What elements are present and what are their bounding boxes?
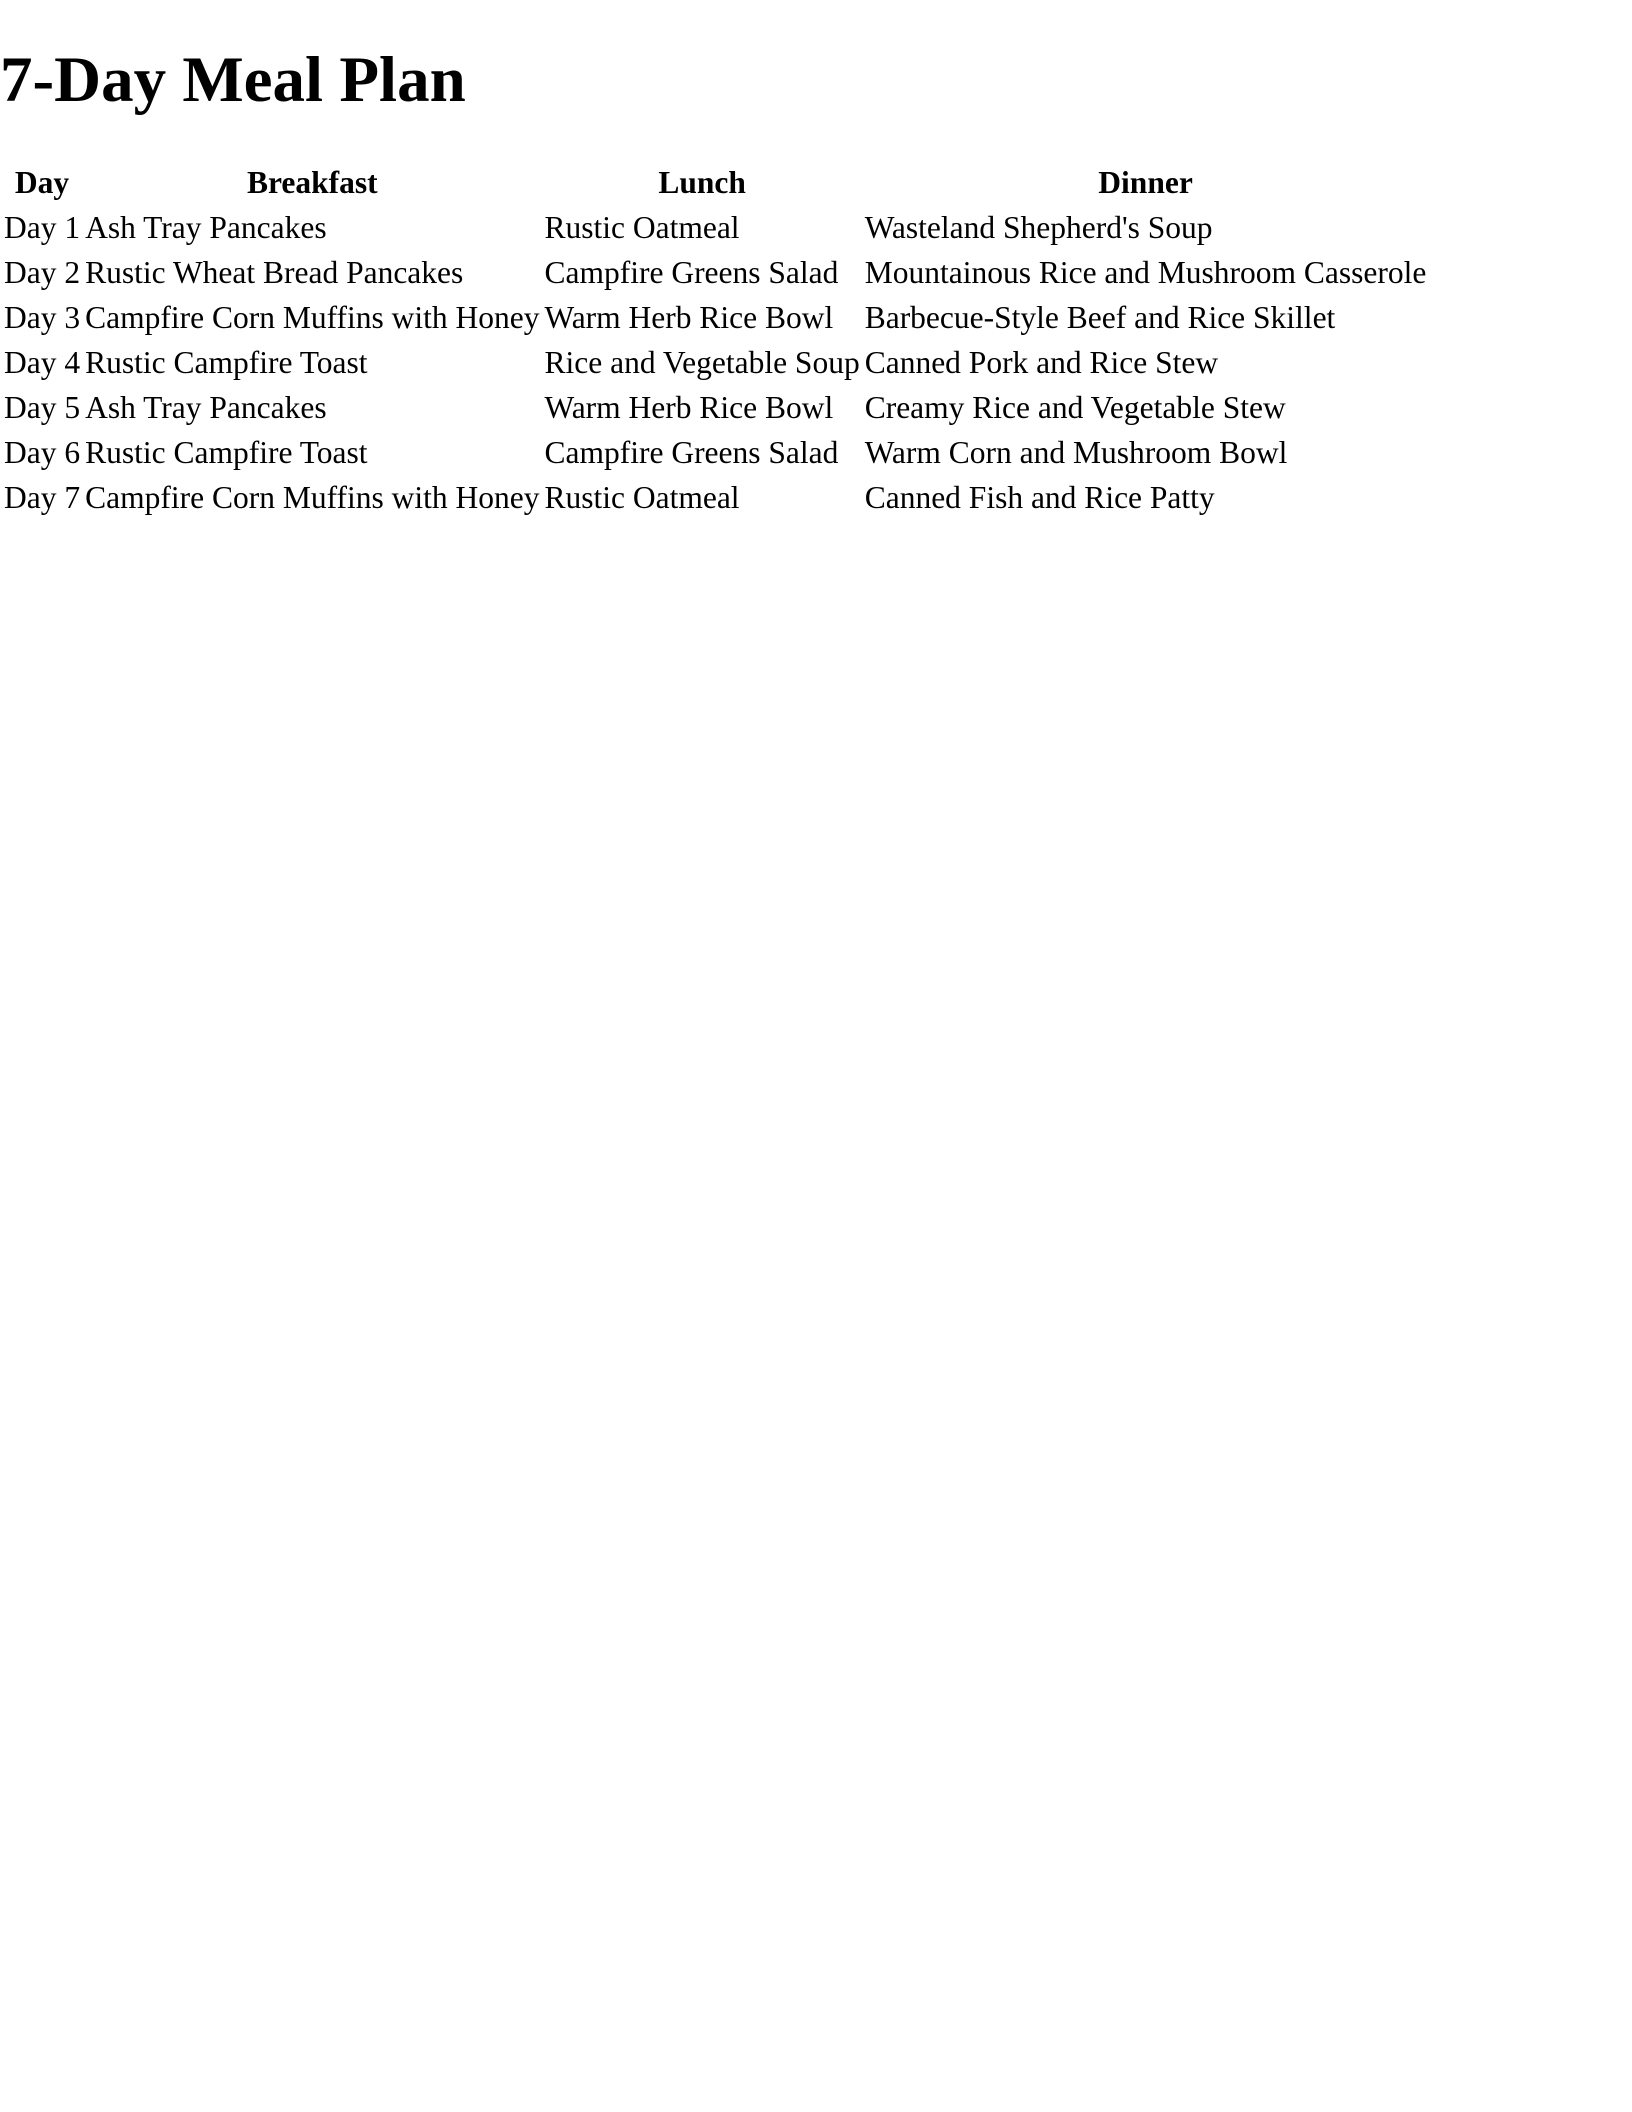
day-cell: Day 5 (4, 390, 81, 425)
breakfast-cell: Rustic Wheat Bread Pancakes (85, 255, 464, 290)
day-cell: Day 1 (4, 210, 81, 245)
table-row (3, 387, 1427, 429)
lunch-cell: Campfire Greens Salad (544, 435, 839, 470)
lunch-cell: Rustic Oatmeal (544, 480, 740, 515)
lunch-cell: Warm Herb Rice Bowl (544, 390, 834, 425)
table-row (3, 207, 1427, 249)
breakfast-cell: Ash Tray Pancakes (85, 210, 327, 245)
table-row (3, 252, 1427, 294)
dinner-cell: Warm Corn and Mushroom Bowl (864, 435, 1288, 470)
page-title: 7-Day Meal Plan (0, 44, 466, 116)
lunch-cell: Warm Herb Rice Bowl (544, 300, 834, 335)
breakfast-cell: Rustic Campfire Toast (85, 345, 368, 380)
day-cell: Day 2 (4, 255, 81, 290)
column-header-dinner: Dinner (1098, 165, 1193, 200)
column-header-lunch: Lunch (658, 165, 746, 200)
day-cell: Day 7 (4, 480, 81, 515)
table-header-row (3, 162, 1427, 204)
breakfast-cell: Ash Tray Pancakes (85, 390, 327, 425)
day-cell: Day 4 (4, 345, 81, 380)
dinner-cell: Wasteland Shepherd's Soup (864, 210, 1213, 245)
column-header-breakfast: Breakfast (246, 165, 378, 200)
dinner-cell: Canned Fish and Rice Patty (864, 480, 1215, 515)
lunch-cell: Rustic Oatmeal (544, 210, 740, 245)
column-header-day: Day (14, 165, 70, 200)
table-row (3, 432, 1427, 474)
lunch-cell: Campfire Greens Salad (544, 255, 839, 290)
dinner-cell: Barbecue-Style Beef and Rice Skillet (864, 300, 1336, 335)
meal-plan-table (0, 159, 1430, 522)
table-row (3, 342, 1427, 384)
table-row (3, 477, 1427, 519)
dinner-cell: Canned Pork and Rice Stew (864, 345, 1219, 380)
table-row (3, 297, 1427, 339)
dinner-cell: Mountainous Rice and Mushroom Casserole (864, 255, 1427, 290)
day-cell: Day 6 (4, 435, 81, 470)
day-cell: Day 3 (4, 300, 81, 335)
dinner-cell: Creamy Rice and Vegetable Stew (864, 390, 1286, 425)
breakfast-cell: Campfire Corn Muffins with Honey (85, 300, 540, 335)
lunch-cell: Rice and Vegetable Soup (544, 345, 860, 380)
breakfast-cell: Campfire Corn Muffins with Honey (85, 480, 540, 515)
breakfast-cell: Rustic Campfire Toast (85, 435, 368, 470)
